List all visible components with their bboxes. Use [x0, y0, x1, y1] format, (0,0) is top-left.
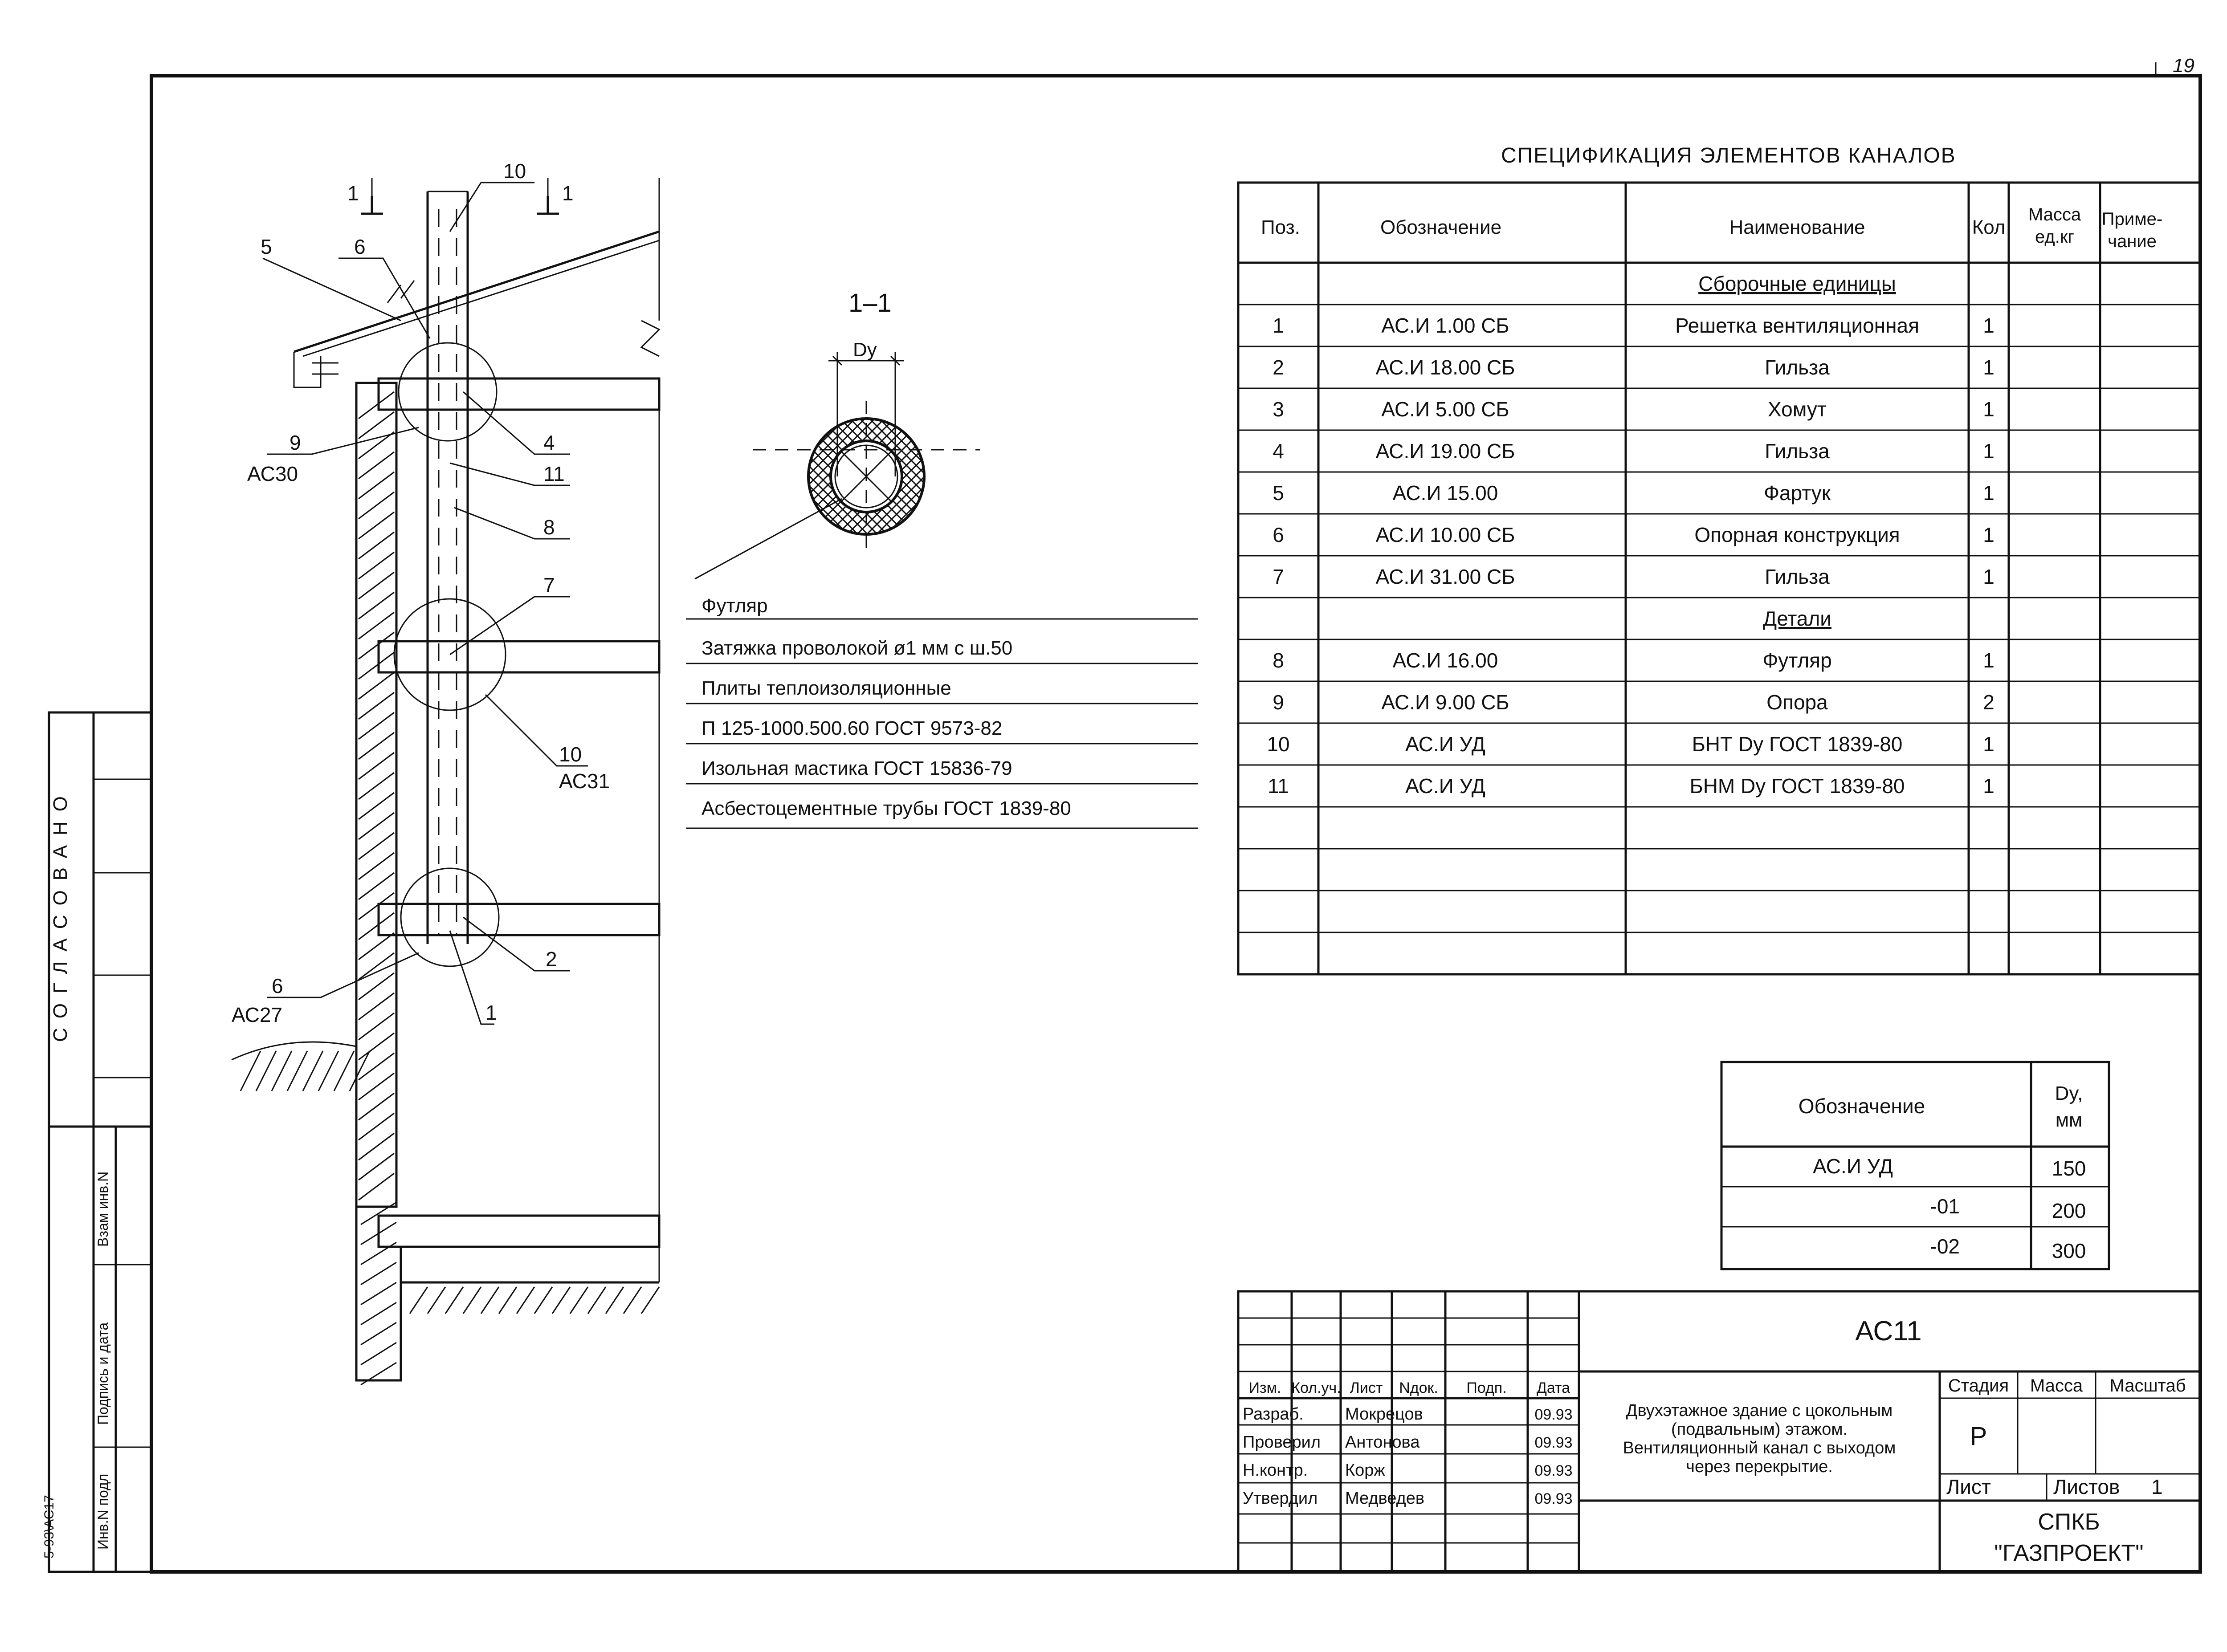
spec-cell-naim: Хомут	[1768, 398, 1827, 421]
spec-cell-pos: 6	[1273, 523, 1284, 546]
spec-row	[1273, 565, 1995, 588]
signer-name: Корж	[1345, 1461, 1385, 1480]
section-title: 1–1	[848, 289, 892, 317]
spec-cell-pos: 3	[1273, 398, 1284, 421]
legend-item: Затяжка проволокой ø1 мм с ш.50	[702, 637, 1013, 659]
spec-cell-pos: 7	[1273, 565, 1284, 588]
spec-cell-kol: 1	[1983, 732, 1995, 756]
spec-row	[1268, 774, 1995, 798]
cut-mark-right: 1	[562, 182, 574, 205]
sheets-label: Листов	[2053, 1475, 2120, 1498]
signer-name: Мокрецов	[1345, 1405, 1423, 1424]
dn-row-dy: 150	[2052, 1157, 2086, 1180]
drawing-description-line: через перекрытие.	[1686, 1457, 1833, 1476]
spec-row	[1273, 649, 1995, 672]
spec-cell-naim: Решетка вентиляционная	[1675, 314, 1920, 337]
drawing-code: АС11	[1855, 1316, 1922, 1347]
spec-cell-kol: 1	[1983, 649, 1995, 672]
spec-row	[1273, 314, 1995, 337]
drawing-description-line: Вентиляционный канал с выходом	[1623, 1439, 1896, 1457]
spec-cell-pos: 2	[1273, 356, 1284, 379]
spec-cell-kol: 2	[1983, 691, 1995, 714]
spec-row	[1273, 691, 1995, 714]
spec-cell-kol: 1	[1983, 523, 1995, 546]
spec-row	[1763, 607, 1831, 630]
callout-6-bot: 6	[272, 974, 283, 997]
spec-title: СПЕЦИФИКАЦИЯ ЭЛЕМЕНТОВ КАНАЛОВ	[1501, 144, 1956, 167]
title-block-col-header: Изм.	[1248, 1379, 1281, 1396]
dn-header-dy-2: мм	[2055, 1109, 2083, 1131]
spec-cell-kol: 1	[1983, 565, 1995, 588]
dn-row-oboz: -01	[1930, 1195, 1960, 1218]
dn-table-grid	[1721, 1062, 2109, 1269]
title-block-col-header: Nдок.	[1399, 1379, 1438, 1396]
spec-header-naim: Наименование	[1729, 216, 1865, 238]
spec-cell-naim: Гильза	[1765, 565, 1830, 588]
legend-item: Плиты теплоизоляционные	[702, 677, 951, 699]
spec-cell-oboz: АС.И 9.00 СБ	[1381, 691, 1509, 714]
spec-row	[1267, 732, 1994, 756]
spec-cell-oboz: АС.И 15.00	[1392, 481, 1498, 505]
drawing-description-line: Двухэтажное здание с цокольным	[1626, 1401, 1893, 1420]
signer-role: Проверил	[1243, 1433, 1321, 1452]
title-block-col-header: Дата	[1536, 1379, 1570, 1396]
pipe-cross-section	[695, 352, 980, 579]
callout-9: 9	[290, 431, 301, 454]
organization-line: СПКБ	[2038, 1509, 2100, 1535]
pipe-diameter-label: Dy	[853, 339, 877, 361]
cut-mark-left: 1	[347, 182, 359, 205]
spec-row	[1698, 272, 1896, 295]
mass-label: Масса	[2030, 1376, 2083, 1396]
spec-cell-oboz: АС.И 16.00	[1392, 649, 1498, 672]
signer-role: Разраб.	[1243, 1405, 1304, 1424]
side-label-podpis-data: Подпись и дата	[95, 1322, 111, 1425]
callout-1: 1	[485, 1001, 497, 1024]
title-block-col-header: Подп.	[1466, 1379, 1507, 1396]
callout-8: 8	[543, 516, 555, 539]
spec-cell-naim: Фартук	[1764, 481, 1831, 505]
side-label-ref: 5-93\АС17	[42, 1495, 57, 1558]
spec-header-kol: Кол	[1972, 216, 2006, 238]
signer-role: Н.контр.	[1243, 1461, 1308, 1480]
signer-date: 09.93	[1534, 1462, 1573, 1479]
spec-cell-naim: Гильза	[1765, 439, 1830, 463]
spec-cell-pos: 1	[1273, 314, 1284, 337]
spec-cell-pos: 10	[1267, 732, 1290, 756]
spec-cell-naim: Гильза	[1765, 356, 1830, 379]
signer-role: Утвердил	[1243, 1489, 1318, 1508]
stage-label: Стадия	[1948, 1376, 2009, 1396]
spec-cell-oboz: АС.И 1.00 СБ	[1381, 314, 1509, 337]
organization-line: "ГАЗПРОЕКТ"	[1994, 1540, 2144, 1566]
callout-11: 11	[543, 462, 565, 485]
spec-row	[1273, 481, 1995, 505]
callout-4: 4	[543, 431, 555, 454]
callout-5: 5	[261, 235, 272, 258]
page-number: 19	[2173, 55, 2194, 77]
legend-item: Асбестоцементные трубы ГОСТ 1839-80	[702, 798, 1071, 819]
spec-header-mass-1: Масса	[2028, 205, 2081, 224]
dn-header-oboz: Обозначение	[1798, 1095, 1925, 1118]
scale-label: Масштаб	[2109, 1376, 2186, 1396]
side-label-inv-podl: Инв.N подл	[95, 1473, 111, 1550]
spec-cell-oboz: АС.И 31.00 СБ	[1375, 565, 1515, 588]
spec-cell-naim: Детали	[1763, 607, 1831, 630]
spec-cell-oboz: АС.И УД	[1405, 732, 1485, 756]
spec-cell-naim: Опорная конструкция	[1694, 523, 1900, 546]
spec-cell-kol: 1	[1983, 481, 1995, 505]
spec-cell-pos: 9	[1273, 691, 1284, 714]
spec-cell-kol: 1	[1983, 439, 1995, 463]
callout-2: 2	[546, 948, 557, 971]
callout-6-top: 6	[354, 235, 366, 258]
approval-stamp-text: СОГЛАСОВАНО	[49, 786, 71, 1042]
spec-cell-oboz: АС.И 19.00 СБ	[1375, 439, 1515, 463]
spec-cell-naim: Футляр	[1762, 649, 1832, 672]
dn-row-dy: 300	[2052, 1239, 2086, 1262]
spec-cell-naim: БНМ Dy ГОСТ 1839-80	[1689, 774, 1905, 798]
spec-row	[1273, 439, 1995, 463]
side-label-vzam-inv: Взам инв.N	[95, 1171, 111, 1247]
signer-date: 09.93	[1534, 1406, 1573, 1423]
spec-row	[1273, 523, 1995, 546]
spec-cell-oboz: АС.И 18.00 СБ	[1375, 356, 1515, 379]
title-block-col-header: Лист	[1350, 1379, 1383, 1396]
sheets-value: 1	[2151, 1475, 2163, 1498]
spec-rows	[1267, 272, 1994, 798]
spec-cell-naim: Опора	[1766, 691, 1828, 714]
sheet-label: Лист	[1946, 1475, 1991, 1498]
callout-ac27: АС27	[232, 1003, 283, 1026]
callout-ac30: АС30	[247, 462, 298, 485]
spec-cell-kol: 1	[1983, 398, 1995, 421]
spec-header-pos: Поз.	[1261, 216, 1300, 238]
spec-header-oboz: Обозначение	[1380, 216, 1502, 238]
drawing-description-line: (подвальным) этажом.	[1671, 1420, 1848, 1439]
spec-cell-naim: БНТ Dy ГОСТ 1839-80	[1692, 732, 1903, 756]
dn-row-oboz: -02	[1930, 1235, 1960, 1258]
signer-date: 09.93	[1534, 1434, 1573, 1451]
spec-cell-pos: 4	[1273, 439, 1284, 463]
callout-10-top: 10	[503, 159, 526, 183]
spec-cell-kol: 1	[1983, 774, 1995, 798]
spec-cell-naim: Сборочные единицы	[1698, 272, 1896, 295]
legend-item: П 125-1000.500.60 ГОСТ 9573-82	[702, 717, 1003, 739]
dn-row-dy: 200	[2052, 1199, 2086, 1222]
dn-row-oboz: АС.И УД	[1813, 1155, 1893, 1178]
signer-name: Медведев	[1345, 1489, 1425, 1508]
spec-header-mass-2: ед.кг	[2035, 227, 2074, 247]
spec-cell-oboz: АС.И 10.00 СБ	[1375, 523, 1515, 546]
spec-cell-kol: 1	[1983, 356, 1995, 379]
stage-value: Р	[1970, 1422, 1987, 1451]
spec-cell-pos: 11	[1268, 774, 1289, 798]
signer-date: 09.93	[1534, 1490, 1573, 1507]
signer-name: Антонова	[1345, 1433, 1420, 1452]
legend-item: Футляр	[702, 595, 768, 617]
spec-header-note-2: чание	[2108, 232, 2157, 251]
title-block-col-header: Кол.уч.	[1291, 1379, 1341, 1396]
legend-item: Изольная мастика ГОСТ 15836-79	[702, 757, 1012, 779]
spec-row	[1273, 398, 1995, 421]
dn-header-dy-1: Dy,	[2055, 1082, 2083, 1104]
spec-cell-kol: 1	[1983, 314, 1995, 337]
spec-cell-oboz: АС.И УД	[1405, 774, 1485, 798]
spec-cell-pos: 8	[1273, 649, 1284, 672]
callout-10-mid: 10	[559, 743, 582, 766]
spec-header-note-1: Приме-	[2101, 209, 2163, 229]
callout-ac31: АС31	[559, 769, 610, 793]
spec-cell-pos: 5	[1273, 481, 1284, 505]
spec-cell-oboz: АС.И 5.00 СБ	[1381, 398, 1509, 421]
callout-7: 7	[543, 574, 555, 597]
spec-row	[1273, 356, 1995, 379]
